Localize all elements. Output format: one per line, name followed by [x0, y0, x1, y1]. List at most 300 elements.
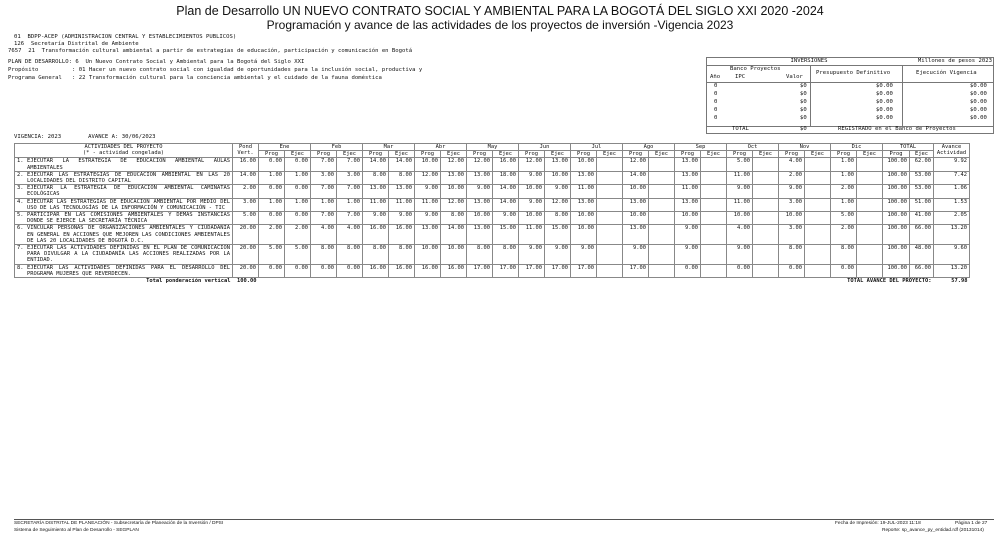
prog-value: 3.00 — [779, 198, 805, 211]
prog-value: 0.00 — [831, 264, 857, 277]
prog-value: 7.00 — [311, 185, 337, 198]
prog-value: 2.00 — [259, 225, 285, 245]
prog-value: 10.00 — [415, 245, 441, 265]
prog-value: 11.00 — [727, 171, 753, 184]
header-prog: Prog — [467, 151, 493, 158]
prog-value: 10.00 — [571, 158, 597, 171]
ejec-value: 15.00 — [545, 225, 571, 245]
inv-ejecucion: $0.00 — [970, 91, 987, 97]
header-ejec: Ejec — [389, 151, 415, 158]
divider — [810, 65, 811, 126]
ejec-value: 0.00 — [337, 264, 363, 277]
header-month: Jul — [571, 144, 623, 151]
header-prog: Prog — [831, 151, 857, 158]
header-ejec: Ejec — [649, 151, 675, 158]
ejec-value — [857, 185, 883, 198]
prog-value: 0.00 — [727, 264, 753, 277]
ejec-value: 18.00 — [493, 171, 519, 184]
ejec-value: 0.00 — [285, 264, 311, 277]
activity-number: 2. — [17, 171, 24, 178]
ejec-value — [597, 212, 623, 225]
divider — [902, 65, 903, 126]
activity-number: 7. — [17, 245, 24, 252]
prog-value: 9.00 — [519, 171, 545, 184]
pond-value: 16.00 — [233, 158, 259, 171]
ejec-value — [805, 158, 831, 171]
inv-valor: $0 — [800, 99, 807, 105]
total-prog-value: 100.00 — [883, 225, 910, 245]
ejec-value — [701, 225, 727, 245]
table-row — [15, 212, 970, 225]
ejec-value: 14.00 — [493, 185, 519, 198]
ejec-value — [597, 198, 623, 211]
prog-value: 13.00 — [363, 185, 389, 198]
activity-cell — [15, 198, 233, 211]
header-prog: Prog — [727, 151, 753, 158]
activity-description: EJECUTAR LA ESTRATEGIA DE EDUCACIÓN AMBIENTAL CAMINATAS ECOLÓGICAS — [27, 185, 230, 198]
prog-value: 0.00 — [259, 185, 285, 198]
ejec-value: 16.00 — [389, 225, 415, 245]
activity-number: 8. — [17, 264, 24, 271]
inv-ejecucion: $0.00 — [970, 83, 987, 89]
prog-value: 1.00 — [831, 198, 857, 211]
activity-cell — [15, 245, 233, 265]
ejec-value: 0.00 — [285, 158, 311, 171]
header-month: Nov — [779, 144, 831, 151]
prog-value: 8.00 — [831, 245, 857, 265]
header-pond-1: Pond — [239, 144, 252, 150]
ejec-value — [649, 264, 675, 277]
prog-value: 9.00 — [415, 212, 441, 225]
header-month: May — [467, 144, 519, 151]
ejec-value — [597, 158, 623, 171]
ejec-value — [597, 185, 623, 198]
inv-presupuesto: $0.00 — [876, 99, 893, 105]
prog-value: 2.00 — [831, 185, 857, 198]
prog-value: 5.00 — [831, 212, 857, 225]
total-prog-value: 100.00 — [883, 185, 910, 198]
total-ejec-value: 41.00 — [910, 212, 934, 225]
header-pond-2: Vert. — [237, 150, 254, 157]
header-month: Mar — [363, 144, 415, 151]
header-month: Ago — [623, 144, 675, 151]
prog-value: 1.00 — [259, 171, 285, 184]
activity-description: EJECUTAR LAS ESTRATEGIAS DE EDUCACIÓN AMBIENTAL EN LAS 20 LOCALIDADES DEL DISTRITO CAPITAL — [27, 171, 230, 185]
pond-value: 20.00 — [233, 245, 259, 265]
banco-header: Banco Proyectos — [730, 66, 781, 72]
ejec-value: 14.00 — [493, 198, 519, 211]
inv-anio: 0 — [714, 91, 718, 97]
footer-page: Página 1 de 27 — [955, 521, 988, 526]
inv-valor: $0 — [800, 107, 807, 113]
activity-description: EJECUTAR LA ESTRATEGIA DE EDUCACIÓN AMBIENTAL AULAS AMBIENTALES — [27, 158, 230, 171]
ejec-value: 16.00 — [389, 264, 415, 277]
inv-presupuesto: $0.00 — [876, 115, 893, 121]
prog-value: 11.00 — [727, 198, 753, 211]
total-ejec-value: 53.00 — [910, 185, 934, 198]
ejec-value: 9.00 — [545, 245, 571, 265]
ejec-value: 10.00 — [545, 171, 571, 184]
prog-value: 5.00 — [259, 245, 285, 265]
inv-anio: 0 — [714, 99, 718, 105]
ejec-value: 13.00 — [441, 171, 467, 184]
ejec-value — [701, 198, 727, 211]
inv-total-valor: $0 — [800, 126, 807, 132]
inv-total-label: TOTAL — [732, 126, 749, 132]
ejec-value — [753, 264, 779, 277]
activity-description: EJECUTAR LAS ESTRATEGIAS DE EDUCACIÓN AMBIENTAL POR MEDIO DEL USO DE LAS TECNOLOGÍAS DE LA INFORMACIÓN Y COMUNICACIÓN - TIC — [27, 198, 230, 211]
ejec-value: 8.00 — [337, 245, 363, 265]
total-avance-value: 57.98 — [951, 278, 968, 285]
total-ejec-value: 53.00 — [910, 171, 934, 184]
prog-value: 3.00 — [311, 171, 337, 184]
inv-ejecucion: $0.00 — [970, 107, 987, 113]
prog-value: 0.00 — [311, 264, 337, 277]
prog-value: 10.00 — [571, 212, 597, 225]
header-month: Sep — [675, 144, 727, 151]
prog-value: 10.00 — [519, 185, 545, 198]
avance-value: 7.42 — [934, 171, 970, 184]
prog-value: 3.00 — [779, 225, 805, 245]
footer-system: Sistema de Seguimiento al Plan de Desarrollo - SEGPLAN — [14, 528, 139, 533]
header-prog: Prog — [779, 151, 805, 158]
ejec-value — [701, 212, 727, 225]
prog-value: 8.00 — [363, 171, 389, 184]
prog-value: 12.00 — [623, 158, 649, 171]
table-row — [15, 225, 970, 245]
prog-value: 1.00 — [259, 198, 285, 211]
avance-value: 2.05 — [934, 212, 970, 225]
activity-description: PARTICIPAR EN LAS COMISIONES AMBIENTALES Y DEMÁS INSTANCIAS DONDE SE EJERCE LA SECRETARÍA TÉCNICA — [27, 212, 230, 225]
inv-ejecucion: $0.00 — [970, 99, 987, 105]
table-row — [15, 198, 970, 211]
prog-value: 10.00 — [675, 212, 701, 225]
prog-value: 12.00 — [519, 158, 545, 171]
prog-value: 14.00 — [623, 171, 649, 184]
prog-value: 13.00 — [675, 198, 701, 211]
inv-presupuesto: $0.00 — [876, 91, 893, 97]
ejec-value — [597, 264, 623, 277]
inv-presupuesto: $0.00 — [876, 107, 893, 113]
ejec-value: 2.00 — [285, 225, 311, 245]
ejec-value — [649, 245, 675, 265]
header-ejec: Ejec — [910, 151, 934, 158]
pond-value: 20.00 — [233, 264, 259, 277]
footer-divider — [14, 519, 994, 520]
prog-value: 13.00 — [467, 225, 493, 245]
prog-value: 4.00 — [311, 225, 337, 245]
total-ejec-value: 66.00 — [910, 264, 934, 277]
header-avance-1: Avance — [941, 144, 962, 150]
ejec-value — [857, 158, 883, 171]
prog-value: 9.00 — [519, 198, 545, 211]
prog-value: 8.00 — [363, 245, 389, 265]
ejec-value: 17.00 — [493, 264, 519, 277]
header-activity-note: (* - actividad congelada) — [82, 150, 165, 157]
pond-value: 20.00 — [233, 225, 259, 245]
prog-value: 9.00 — [675, 225, 701, 245]
total-ejec-value: 51.00 — [910, 198, 934, 211]
activity-cell — [15, 212, 233, 225]
ejec-value: 1.00 — [337, 198, 363, 211]
ejec-value — [857, 264, 883, 277]
ejec-value — [701, 171, 727, 184]
prog-value: 5.00 — [727, 158, 753, 171]
inv-anio: 0 — [714, 115, 718, 121]
prog-value: 4.00 — [779, 158, 805, 171]
prog-value: 17.00 — [571, 264, 597, 277]
ejec-value — [597, 245, 623, 265]
ejec-value — [805, 264, 831, 277]
prog-value: 0.00 — [259, 264, 285, 277]
ejec-value — [805, 225, 831, 245]
ejec-value: 14.00 — [389, 158, 415, 171]
header-prog: Prog — [311, 151, 337, 158]
inv-anio: 0 — [714, 83, 718, 89]
prog-value: 0.00 — [675, 264, 701, 277]
total-pond-value: 100.00 — [237, 278, 257, 285]
pond-value: 14.00 — [233, 171, 259, 184]
ejec-value — [649, 171, 675, 184]
prog-value: 16.00 — [363, 225, 389, 245]
inv-valor: $0 — [800, 115, 807, 121]
header-activity — [15, 144, 233, 158]
prog-value: 8.00 — [779, 245, 805, 265]
total-prog-value: 100.00 — [883, 171, 910, 184]
header-month: Feb — [311, 144, 363, 151]
ejec-value: 7.00 — [337, 185, 363, 198]
activity-number: 1. — [17, 158, 24, 165]
vigencia-line: VIGENCIA: 2023 AVANCE A: 30/06/2023 — [14, 134, 156, 140]
prog-value: 1.00 — [831, 171, 857, 184]
ejec-value: 12.00 — [545, 198, 571, 211]
col-ejecucion: Ejecución Vigencia — [916, 70, 977, 76]
entity-name: 126 Secretaría Distrital de Ambiente — [14, 41, 139, 47]
prog-value: 1.00 — [831, 158, 857, 171]
ejec-value — [805, 185, 831, 198]
ejec-value — [753, 225, 779, 245]
activity-number: 6. — [17, 225, 24, 232]
header-ejec: Ejec — [441, 151, 467, 158]
prog-value: 10.00 — [623, 212, 649, 225]
header-month: Jun — [519, 144, 571, 151]
prog-value: 11.00 — [519, 225, 545, 245]
footer-print-date: Fecha de Impresión: 19-JUL-2023 11:18 — [835, 521, 921, 526]
prog-value: 13.00 — [467, 198, 493, 211]
programa-line: Programa General : 22 Transformación cultural para la conciencia ambiental y el cuidado de la fauna doméstica — [8, 75, 382, 81]
prog-value: 12.00 — [415, 171, 441, 184]
prog-value: 14.00 — [363, 158, 389, 171]
ejec-value — [597, 171, 623, 184]
prog-value: 13.00 — [623, 225, 649, 245]
total-ejec-value: 48.00 — [910, 245, 934, 265]
avance-value: 9.60 — [934, 245, 970, 265]
ejec-value: 1.00 — [285, 171, 311, 184]
total-prog-value: 100.00 — [883, 212, 910, 225]
ejec-value — [857, 212, 883, 225]
ejec-value — [857, 245, 883, 265]
activity-description: EJECUTAR LAS ACTIVIDADES DEFINIDAS PARA EL DESARROLLO DEL PROGRAMA MUJERES QUE REVERDECEN. — [27, 264, 230, 277]
total-prog-value: 100.00 — [883, 245, 910, 265]
prog-value: 0.00 — [259, 212, 285, 225]
ejec-value: 14.00 — [441, 225, 467, 245]
inv-registrado: REGISTRADO en el Banco de Proyectos — [838, 126, 956, 132]
ejec-value: 10.00 — [441, 245, 467, 265]
prog-value: 17.00 — [623, 264, 649, 277]
total-ejec-value: 66.00 — [910, 225, 934, 245]
pond-value: 5.00 — [233, 212, 259, 225]
plan-line: PLAN DE DESARROLLO: 6 Un Nuevo Contrato Social y Ambiental para la Bogotá del Siglo XXI — [8, 59, 305, 65]
header-ejec: Ejec — [337, 151, 363, 158]
inv-valor: $0 — [800, 83, 807, 89]
prog-value: 11.00 — [363, 198, 389, 211]
ejec-value — [753, 171, 779, 184]
project-name: 7657 21 Transformación cultural ambiental a partir de estrategias de educación, participación y comunicación en Bogotá — [8, 48, 413, 54]
header-month: Abr — [415, 144, 467, 151]
ejec-value: 3.00 — [337, 171, 363, 184]
header-ejec: Ejec — [285, 151, 311, 158]
prog-value: 9.00 — [727, 185, 753, 198]
prog-value: 13.00 — [675, 171, 701, 184]
header-prog: Prog — [623, 151, 649, 158]
header-avance-2: Actividad — [936, 150, 967, 157]
header-total: TOTAL — [883, 144, 934, 151]
total-avance-label: TOTAL AVANCE DEL PROYECTO: — [847, 278, 932, 285]
ejec-value: 8.00 — [545, 212, 571, 225]
activity-description: VINCULAR PERSONAS DE ORGANIZACIONES AMBIENTALES Y CIUDADANÍA EN GENERAL EN ACCIONES QUE MEJOREN LAS CONDICIONES AMBIENTALES DE LAS 20 LOCALIDADES DE BOGOTÁ D.C. — [27, 225, 230, 244]
prog-value: 9.00 — [571, 245, 597, 265]
prog-value: 9.00 — [675, 245, 701, 265]
ejec-value: 15.00 — [493, 225, 519, 245]
footer-report: Reporte: sp_avance_py_entidad.rdf (20131014) — [882, 528, 984, 533]
header-ejec: Ejec — [701, 151, 727, 158]
ejec-value — [701, 158, 727, 171]
header-ejec: Ejec — [545, 151, 571, 158]
header-prog: Prog — [571, 151, 597, 158]
avance-value: 13.20 — [934, 264, 970, 277]
ejec-value — [857, 171, 883, 184]
inv-anio: 0 — [714, 107, 718, 113]
table-row — [15, 264, 970, 277]
summary-row — [15, 278, 970, 285]
prog-value: 10.00 — [779, 212, 805, 225]
avance-value: 9.92 — [934, 158, 970, 171]
ejec-value — [857, 198, 883, 211]
ejec-value: 0.00 — [285, 212, 311, 225]
activity-number: 3. — [17, 185, 24, 192]
avance-value: 1.53 — [934, 198, 970, 211]
ejec-value: 7.00 — [337, 158, 363, 171]
prog-value: 9.00 — [623, 245, 649, 265]
activity-cell — [15, 225, 233, 245]
prog-value: 11.00 — [415, 198, 441, 211]
ejec-value: 16.00 — [493, 158, 519, 171]
ejec-value: 1.00 — [285, 198, 311, 211]
ejec-value: 5.00 — [285, 245, 311, 265]
col-presupuesto: Presupuesto Definitivo — [816, 70, 891, 76]
header-month: Oct — [727, 144, 779, 151]
inv-ejecucion: $0.00 — [970, 115, 987, 121]
pond-value: 2.00 — [233, 185, 259, 198]
activity-cell — [15, 158, 233, 171]
header-prog: Prog — [259, 151, 285, 158]
ejec-value — [701, 245, 727, 265]
ejec-value: 13.00 — [389, 185, 415, 198]
header-ejec: Ejec — [597, 151, 623, 158]
table-header-row — [15, 144, 970, 151]
ejec-value — [649, 158, 675, 171]
header-month: Ene — [259, 144, 311, 151]
header-ejec: Ejec — [753, 151, 779, 158]
ejec-value — [805, 171, 831, 184]
ejec-value: 8.00 — [389, 171, 415, 184]
prog-value: 11.00 — [571, 185, 597, 198]
inv-presupuesto: $0.00 — [876, 83, 893, 89]
col-anio: Año — [710, 74, 721, 80]
table-row — [15, 245, 970, 265]
prog-value: 13.00 — [467, 171, 493, 184]
ejec-value — [649, 212, 675, 225]
prog-value: 0.00 — [779, 264, 805, 277]
ejec-value — [649, 185, 675, 198]
prog-value: 9.00 — [467, 185, 493, 198]
header-prog: Prog — [363, 151, 389, 158]
activity-number: 4. — [17, 198, 24, 205]
header-prog: Prog — [883, 151, 910, 158]
prog-value: 10.00 — [415, 158, 441, 171]
prog-value: 9.00 — [727, 245, 753, 265]
header-ejec: Ejec — [493, 151, 519, 158]
ejec-value — [805, 245, 831, 265]
prog-value: 2.00 — [779, 171, 805, 184]
prog-value: 13.00 — [623, 198, 649, 211]
header-ejec: Ejec — [805, 151, 831, 158]
ejec-value: 12.00 — [441, 158, 467, 171]
activity-cell — [15, 264, 233, 277]
ejec-value: 7.00 — [337, 212, 363, 225]
prog-value: 8.00 — [467, 245, 493, 265]
header-prog: Prog — [675, 151, 701, 158]
total-pond-label: Total ponderación vertical — [146, 278, 231, 285]
pond-value: 3.00 — [233, 198, 259, 211]
activity-cell — [15, 171, 233, 184]
ejec-value: 0.00 — [285, 185, 311, 198]
inversiones-units: Millones de pesos 2023 — [917, 58, 992, 64]
ejec-value — [753, 158, 779, 171]
ejec-value: 12.00 — [441, 198, 467, 211]
footer-entity: SECRETARÍA DISTRITAL DE PLANEACIÓN - Subsecretaría de Planeación de la Inversión / DPSI — [14, 521, 224, 526]
prog-value: 8.00 — [311, 245, 337, 265]
table-row — [15, 158, 970, 171]
ejec-value: 10.00 — [441, 185, 467, 198]
table-row — [15, 185, 970, 198]
ejec-value — [857, 225, 883, 245]
prog-value: 0.00 — [259, 158, 285, 171]
total-prog-value: 100.00 — [883, 264, 910, 277]
prog-value: 10.00 — [623, 185, 649, 198]
activity-cell — [15, 185, 233, 198]
prog-value: 11.00 — [675, 185, 701, 198]
ejec-value: 13.00 — [545, 158, 571, 171]
ejec-value — [649, 225, 675, 245]
prog-value: 2.00 — [831, 225, 857, 245]
ejec-value: 9.00 — [545, 185, 571, 198]
prog-value: 13.00 — [571, 198, 597, 211]
ejec-value — [753, 185, 779, 198]
ejec-value: 17.00 — [545, 264, 571, 277]
prog-value: 9.00 — [519, 245, 545, 265]
prog-value: 17.00 — [519, 264, 545, 277]
